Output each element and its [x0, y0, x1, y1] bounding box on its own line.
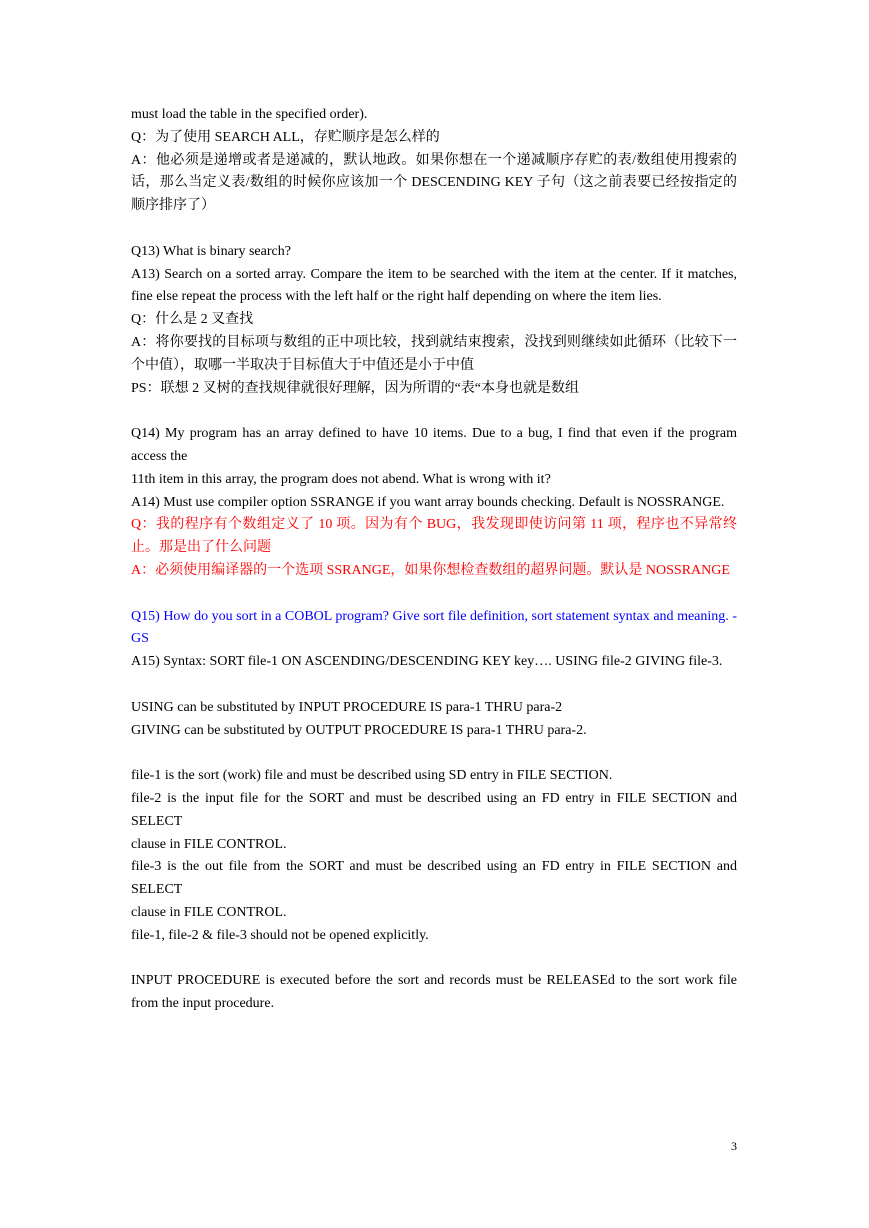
page-number: 3: [731, 1139, 737, 1153]
file-2-clause: clause in FILE CONTROL.: [131, 836, 287, 852]
files-not-opened: file-1, file-2 & file-3 should not be opened explicitly.: [131, 927, 429, 943]
file-1-description: file-1 is the sort (work) file and must be described using SD entry in FILE SECTION.: [131, 768, 613, 784]
file-2-description: file-2 is the input file for the SORT and must be described using an FD entry in FILE SECTION and SELECT: [131, 790, 737, 829]
question-14-cn: Q：我的程序有个数组定义了 10 项。因为有个 BUG，我发现即使访问第 11 项，程序也不异常终止。那是出了什么问题: [131, 517, 737, 556]
question-13: Q13) What is binary search?: [131, 243, 291, 259]
answer-13: A13) Search on a sorted array. Compare the item to be searched with the item at the center. If it matches, fine else repeat the process with the left half or the right half depending on where the item lies.: [131, 266, 737, 305]
giving-substitution: GIVING can be substituted by OUTPUT PROCEDURE IS para-1 THRU para-2.: [131, 722, 587, 738]
answer-14: A14) Must use compiler option SSRANGE if you want array bounds checking. Default is NOSSRANGE.: [131, 494, 725, 510]
question-15: Q15) How do you sort in a COBOL program? Give sort file definition, sort statement syntax and meaning. - GS: [131, 608, 737, 647]
answer-13-cn: A：将你要找的目标项与数组的正中项比较，找到就结束搜索，没找到则继续如此循环（比较下一个中值），取哪一半取决于目标值大于中值还是小于中值: [131, 334, 737, 373]
text-line-table-order: must load the table in the specified order).: [131, 107, 368, 122]
question-14-part-1: Q14) My program has an array defined to have 10 items. Due to a bug, I find that even if the program access the: [131, 426, 737, 464]
page-body: [131, 104, 737, 1016]
input-procedure-note: INPUT PROCEDURE is executed before the sort and records must be RELEASEd to the sort work file from the input procedure.: [131, 973, 737, 1012]
blank-line: [131, 400, 737, 423]
blank-line: [131, 947, 737, 970]
blank-line: [131, 218, 737, 241]
text-line-q-search-all: Q：为了使用 SEARCH ALL，存贮顺序是怎么样的: [131, 129, 440, 145]
text-line-a-search-all: A：他必须是递增或者是递减的，默认地政。如果你想在一个递减顺序存贮的表/数组使用搜索的话，那么当定义表/数组的时候你应该加一个 DESCENDING KEY 子句（这之前表要已经按指定的顺序排序了）: [131, 152, 737, 214]
question-14-part-2: 11th item in this array, the program does not abend. What is wrong with it?: [131, 471, 551, 487]
ps-note: PS：联想 2 叉树的查找规律就很好理解，因为所谓的“表“本身也就是数组: [131, 380, 579, 396]
file-3-description: file-3 is the out file from the SORT and must be described using an FD entry in FILE SECTION and SELECT: [131, 859, 737, 898]
blank-line: [131, 742, 737, 765]
file-3-clause: clause in FILE CONTROL.: [131, 904, 287, 920]
answer-14-cn: A：必须使用编译器的一个选项 SSRANGE，如果你想检查数组的超界问题。默认是 NOSSRANGE: [131, 562, 730, 578]
question-13-cn: Q：什么是 2 叉查找: [131, 312, 254, 328]
blank-line: [131, 674, 737, 697]
using-substitution: USING can be substituted by INPUT PROCEDURE IS para-1 THRU para-2: [131, 699, 563, 715]
answer-15-syntax: A15) Syntax: SORT file-1 ON ASCENDING/DESCENDING KEY key…. USING file-2 GIVING file-3.: [131, 654, 723, 670]
blank-line: [131, 583, 737, 606]
